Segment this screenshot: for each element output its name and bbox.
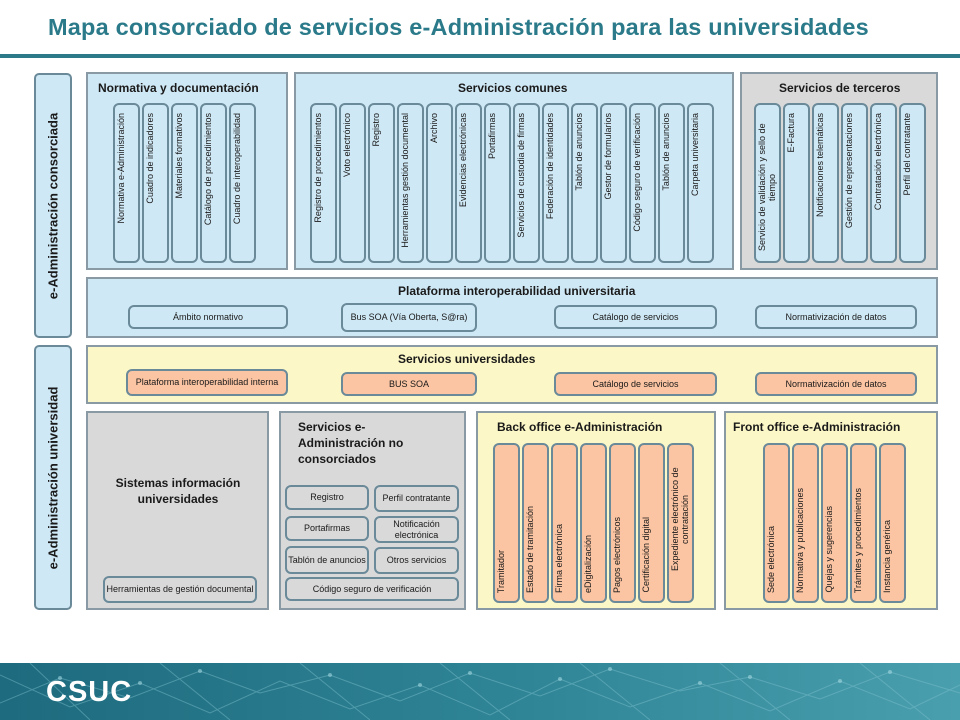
terceros-title: Servicios de terceros (779, 81, 901, 95)
univ-services-item (554, 372, 717, 396)
normativa-item-label: Catálogo de procedimientos (202, 113, 213, 226)
comunes-item-label: Voto electrónico (341, 113, 352, 178)
plataforma-item (554, 305, 717, 329)
no-consorciados-item-label: Portafirmas (303, 523, 350, 533)
no-consorciados-item-label: Notificación electrónica (393, 518, 440, 540)
normativa-item-label: Cuadro de interoperabilidad (231, 113, 242, 225)
back-office-item-label: Estado de tramitación (524, 505, 535, 593)
terceros-item-label: Notificaciones telemáticas (814, 113, 825, 218)
front-office-title: Front office e-Administración (733, 420, 901, 434)
comunes-item-label: Registro (370, 113, 381, 147)
comunes-item-label: Gestor de formularios (602, 113, 613, 200)
comunes-item (426, 103, 453, 263)
back-office-item (609, 443, 636, 603)
no-consorciados-item (285, 485, 369, 510)
no-consorciados-title: Servicios e-Administración no consorciados (298, 420, 404, 466)
no-consorciados-item (374, 547, 459, 574)
comunes-item-label: Código seguro de verificación (631, 113, 642, 232)
comunes-item (484, 103, 511, 263)
front-office-item-label: Quejas y sugerencias (823, 506, 834, 593)
univ-services-item (755, 372, 917, 396)
back-office-item (638, 443, 665, 603)
comunes-item (455, 103, 482, 263)
terceros-item (899, 103, 926, 263)
comunes-item-label: Tablón de anuncios (660, 113, 671, 191)
side-label-consorciada-text: e-Administración consorciada (45, 112, 61, 299)
no-consorciados-item (374, 516, 459, 543)
back-office-item-label: Pagos electrónicos (611, 516, 622, 593)
side-label-consorciada (34, 73, 72, 338)
comunes-item (368, 103, 395, 263)
terceros-item (783, 103, 810, 263)
back-office-item (522, 443, 549, 603)
plataforma-item (755, 305, 917, 329)
side-label-universidad (34, 345, 72, 610)
comunes-item (397, 103, 424, 263)
univ-services-item (341, 372, 477, 396)
front-office-item-label: Trámites y procedimientos (852, 487, 863, 593)
back-office-title: Back office e-Administración (497, 420, 663, 434)
front-office-item (850, 443, 877, 603)
plataforma-item (128, 305, 288, 329)
normativa-item (142, 103, 169, 263)
comunes-title: Servicios comunes (458, 81, 568, 95)
front-office-item (792, 443, 819, 603)
univ-services-item-label: Plataforma interoperabilidad interna (135, 377, 279, 387)
comunes-item (600, 103, 627, 263)
page-title: Mapa consorciado de servicios e-Administración para las universidades (48, 14, 869, 40)
front-office-item (821, 443, 848, 603)
back-office-item-label: eDigitalización (582, 534, 593, 593)
plataforma-item-label: Normativización de datos (785, 311, 887, 322)
terceros-item-label: Perfil del contratante (901, 113, 912, 196)
plataforma-item-label: Bus SOA (Vía Oberta, S@ra) (350, 312, 468, 322)
univ-services-item-label: Normativización de datos (785, 378, 887, 389)
back-office-item (493, 443, 520, 603)
terceros-item (841, 103, 868, 263)
footer-network-pattern (0, 663, 960, 720)
comunes-item (658, 103, 685, 263)
front-office-item (763, 443, 790, 603)
univ-services-item-label: Catálogo de servicios (592, 378, 679, 389)
front-office-item-label: Instancia genérica (881, 519, 892, 593)
sistemas-item (103, 576, 257, 603)
sistemas-title: Sistemas información universidades (115, 476, 241, 506)
footer-banner (0, 663, 960, 720)
csuc-logo: CSUC (46, 676, 133, 708)
plataforma-title: Plataforma interoperabilidad universitaria (398, 284, 636, 298)
comunes-item-label: Tablón de anuncios (573, 113, 584, 191)
normativa-item (171, 103, 198, 263)
comunes-item (629, 103, 656, 263)
comunes-item-label: Registro de procedimientos (312, 113, 323, 223)
plataforma-item (341, 303, 477, 332)
normativa-title: Normativa y documentación (98, 81, 259, 95)
comunes-item-label: Herramientas gestión documental (399, 113, 410, 248)
comunes-item-label: Carpeta universitaria (689, 113, 700, 197)
no-consorciados-item-label: Código seguro de verificación (312, 583, 432, 594)
univ-services-item-label: BUS SOA (388, 378, 429, 389)
comunes-item (339, 103, 366, 263)
plataforma-item-label: Ámbito normativo (172, 311, 244, 322)
front-office-item-label: Sede electrónica (765, 525, 776, 593)
terceros-item (870, 103, 897, 263)
title-divider (0, 54, 960, 58)
comunes-item-label: Archivo (428, 113, 439, 144)
plataforma-item-label: Catálogo de servicios (592, 311, 679, 322)
comunes-item (687, 103, 714, 263)
comunes-item (542, 103, 569, 263)
front-office-item (879, 443, 906, 603)
terceros-item-label: Contratación electrónica (872, 113, 883, 211)
terceros-item-label: Servicio de validación y sello de tiempo (756, 123, 777, 251)
normativa-item-label: Cuadro de indicadores (144, 113, 155, 204)
univ-services-title: Servicios universidades (398, 352, 536, 366)
normativa-item-label: Normativa e-Administración (115, 113, 126, 224)
no-consorciados-item (285, 516, 369, 541)
univ-services-item (126, 369, 288, 396)
back-office-item-label: Certificación digital (640, 517, 651, 593)
terceros-item-label: Gestión de representaciones (843, 113, 854, 229)
no-consorciados-item-label: Registro (310, 492, 344, 502)
back-office-item (580, 443, 607, 603)
back-office-item (551, 443, 578, 603)
back-office-item (667, 443, 694, 603)
no-consorciados-item (285, 577, 459, 601)
comunes-item-label: Servicios de custodia de firmas (515, 113, 526, 238)
no-consorciados-item-label: Tablón de anuncios (288, 554, 366, 565)
comunes-item (571, 103, 598, 263)
normativa-item (113, 103, 140, 263)
comunes-item-label: Evidencias electrónicas (457, 113, 468, 208)
no-consorciados-item (374, 485, 459, 512)
no-consorciados-item (285, 546, 369, 574)
comunes-item-label: Federación de identidades (544, 113, 555, 220)
comunes-item-label: Portafirmas (486, 113, 497, 160)
normativa-item-label: Materiales formativos (173, 113, 184, 199)
comunes-item (310, 103, 337, 263)
side-label-universidad-text: e-Administración universidad (45, 386, 61, 569)
normativa-item (200, 103, 227, 263)
normativa-item (229, 103, 256, 263)
back-office-item-label: Firma electrónica (553, 523, 564, 593)
comunes-item (513, 103, 540, 263)
terceros-item (754, 103, 781, 263)
terceros-item (812, 103, 839, 263)
no-consorciados-item-label: Perfil contratante (382, 493, 451, 503)
no-consorciados-item-label: Otros servicios (386, 555, 447, 565)
terceros-item-label: E-Factura (785, 113, 796, 153)
back-office-item-label: Expediente electrónico de contratación (669, 467, 690, 571)
front-office-item-label: Normativa y publicaciones (794, 487, 805, 593)
sistemas-item-label: Herramientas de gestión documental (106, 584, 254, 594)
back-office-item-label: Tramitador (495, 549, 506, 593)
